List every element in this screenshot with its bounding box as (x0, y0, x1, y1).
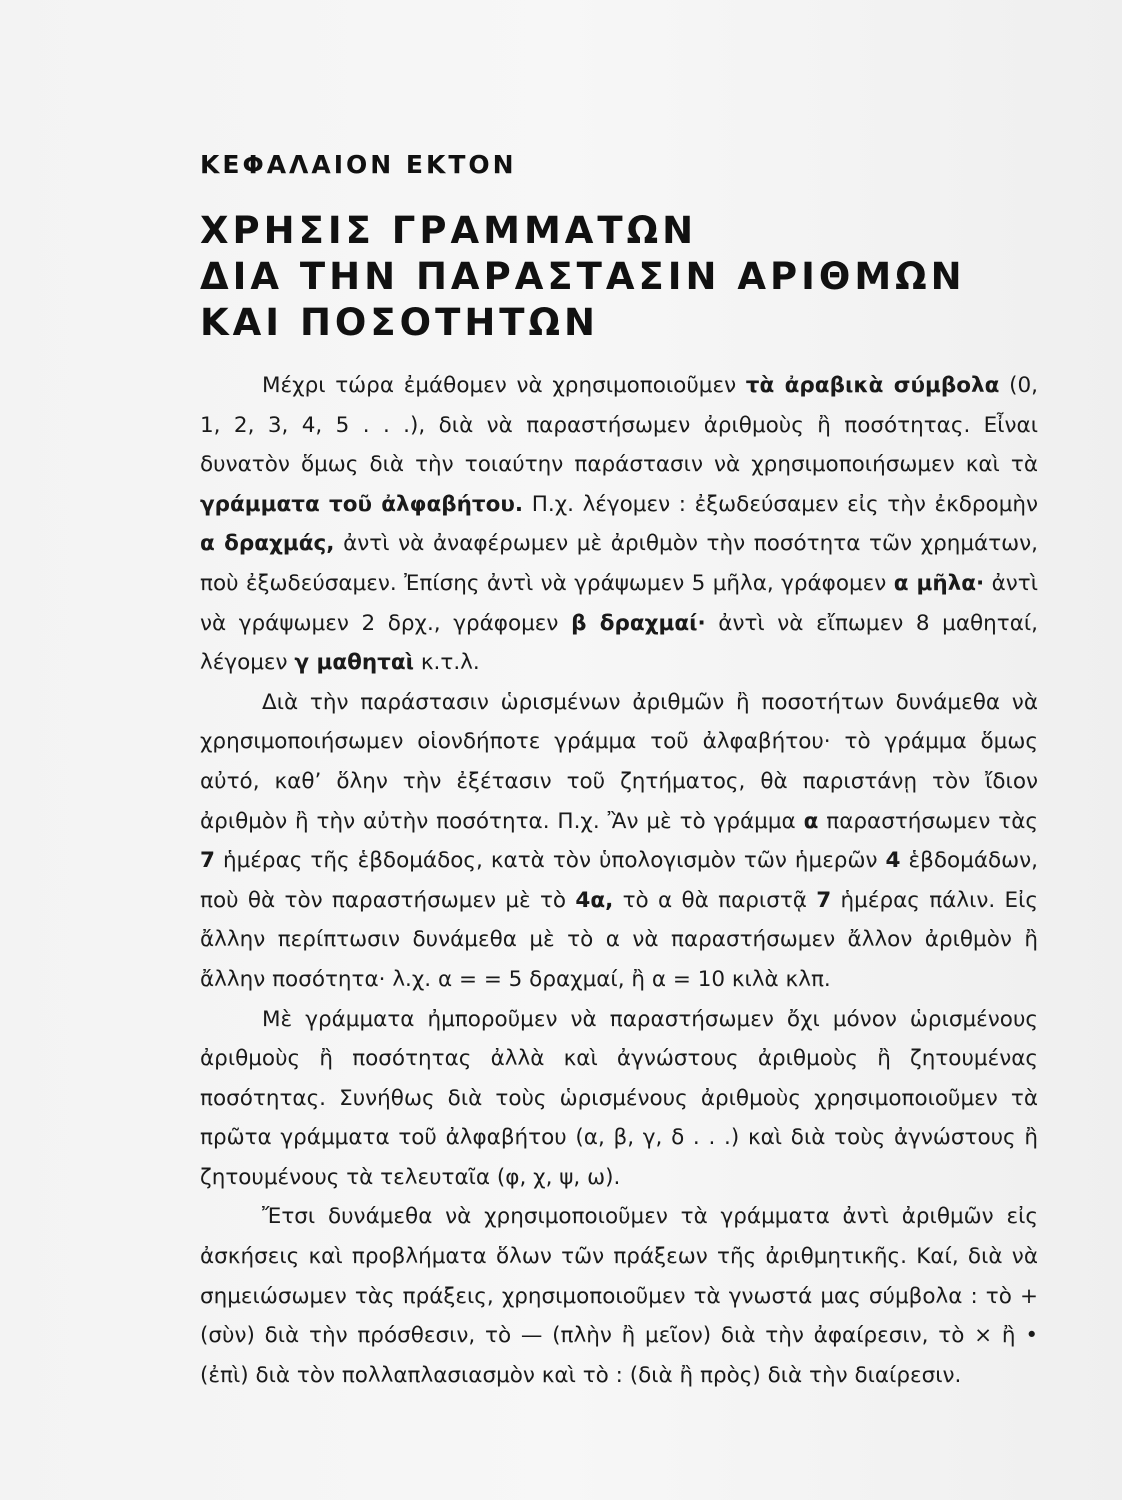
text-segment: παραστήσωμεν τὰς (818, 808, 1038, 834)
text-segment: ἑβδομάδων, ποὺ θὰ τὸν παραστήσωμεν μὲ τὸ (200, 848, 1038, 913)
text-segment: ἀντὶ νὰ εἴπωμεν 8 μαθηταί, λέγομεν (200, 610, 1039, 676)
bold-term: 7 (816, 887, 832, 913)
text-segment: Μέχρι τώρα ἐμάθομεν νὰ χρησιμοποιοῦμεν (262, 373, 746, 398)
chapter-title-line: ΧΡΗΣΙΣ ΓΡΑΜΜΑΤΩΝ (200, 209, 698, 252)
paragraph (200, 366, 1038, 683)
text-segment: τὸ α θὰ παριστᾷ (613, 887, 817, 913)
text-segment: (0, 1, 2, 3, 4, 5 . . .), διὰ νὰ παραστήσωμεν ἀριθμοὺς ἢ ποσότητας. Εἶναι δυνατὸν ὅμως διὰ τὴν τοιαύτην παράστασιν νὰ χρησιμοποιήσωμεν καὶ τὰ (200, 373, 1038, 478)
bold-term: γ μαθηταὶ (294, 650, 415, 676)
chapter-title-line: ΔΙΑ ΤΗΝ ΠΑΡΑΣΤΑΣΙΝ ΑΡΙΘΜΩΝ (200, 255, 966, 298)
bold-term: 4α, (575, 887, 614, 913)
bold-term: 7 (200, 848, 215, 874)
text-segment: ἡμέρας πάλιν. Εἰς ἄλλην περίπτωσιν δυνάμεθα μὲ τὸ α νὰ παραστήσωμεν ἄλλον ἀριθμὸν ἢ ἄλλην ποσότητα· λ.χ. α = = 5 δραχμαί, ἢ α = 10 κιλὰ κλπ. (200, 887, 1038, 992)
chapter-title (200, 208, 966, 346)
text-segment: ἡμέρας τῆς ἑβδομάδος, κατὰ τὸν ὑπολογισμὸν τῶν ἡμερῶν (214, 848, 886, 874)
bold-term: β δραχμαί· (571, 610, 706, 636)
text-segment: ἀντὶ νὰ ἀναφέρωμεν μὲ ἀριθμὸν τὴν ποσότητα τῶν χρημάτων, ποὺ ἐξωδεύσαμεν. Ἐπίσης ἀντὶ νὰ γράψωμεν 5 μῆλα, γράφομεν (200, 531, 1039, 596)
bold-term: α (803, 808, 819, 834)
text-segment: ἀντὶ νὰ γράψωμεν 2 δρχ., γράφομεν (200, 570, 1038, 636)
paragraph (200, 1197, 1038, 1395)
chapter-title-line: ΚΑΙ ΠΟΣΟΤΗΤΩΝ (200, 301, 599, 344)
text-segment: Ἔτσι δυνάμεθα νὰ χρησιμοποιοῦμεν τὰ γράμματα ἀντὶ ἀριθμῶν εἰς ἀσκήσεις καὶ προβλήματα ὅλων τῶν πράξεων τῆς ἀριθμητικῆς. Καί, διὰ νὰ σημειώσωμεν τὰς πράξεις, χρησιμοποιοῦμεν τὰ γνωστά μας σύμβολα : τὸ + (σὺν) διὰ τὴν πρόσθεσιν, τὸ — (πλὴν ἢ μεῖον) διὰ τὴν ἀφαίρεσιν, τὸ × ἢ • (ἐπὶ) διὰ τὸν πολλαπλασιασμὸν καὶ τὸ : (διὰ ἢ πρὸς) διὰ τὴν διαίρεσιν. (200, 1204, 1038, 1388)
text-segment: Π.χ. λέγομεν : ἐξωδεύσαμεν εἰς τὴν ἐκδρομὴν (523, 491, 1039, 517)
bold-term: α δραχμάς, (200, 531, 335, 557)
bold-term: τὰ ἀραβικὰ σύμβολα (745, 373, 1000, 398)
text-segment: Διὰ τὴν παράστασιν ὡρισμένων ἀριθμῶν ἢ ποσοτήτων δυνάμεθα νὰ χρησιμοποιήσωμεν οἱονδήποτε γράμμα τοῦ ἀλφαβήτου· τὸ γράμμα ὅμως αὐτό, καθ’ ὅλην τὴν ἐξέτασιν τοῦ ζητήματος, θὰ παριστάνῃ τὸν ἴδιον ἀριθμὸν ἢ τὴν αὐτὴν ποσότητα. Π.χ. Ἂν μὲ τὸ γράμμα (200, 689, 1038, 834)
body-text (200, 366, 1038, 1395)
bold-term: α μῆλα· (893, 570, 985, 596)
chapter-label: ΚΕΦΑΛΑΙΟΝ ΕΚΤΟΝ (200, 150, 517, 179)
paragraph (200, 1000, 1038, 1198)
text-segment: Μὲ γράμματα ἠμποροῦμεν νὰ παραστήσωμεν ὄχι μόνον ὡρισμένους ἀριθμοὺς ἢ ποσότητας ἀλλὰ καὶ ἀγνώστους ἀριθμοὺς ἢ ζητουμένας ποσότητας. Συνήθως διὰ τοὺς ὡρισμένους ἀριθμοὺς χρησιμοποιοῦμεν τὰ πρῶτα γράμματα τοῦ ἀλφαβήτου (α, β, γ, δ . . .) καὶ διὰ τοὺς ἀγνώστους ἢ ζητουμένους τὰ τελευταῖα (φ, χ, ψ, ω). (200, 1006, 1038, 1190)
text-segment: κ.τ.λ. (414, 650, 480, 676)
paragraph (200, 683, 1038, 1000)
bold-term: 4 (885, 848, 901, 874)
bold-term: γράμματα τοῦ ἀλφαβήτου. (200, 491, 524, 517)
